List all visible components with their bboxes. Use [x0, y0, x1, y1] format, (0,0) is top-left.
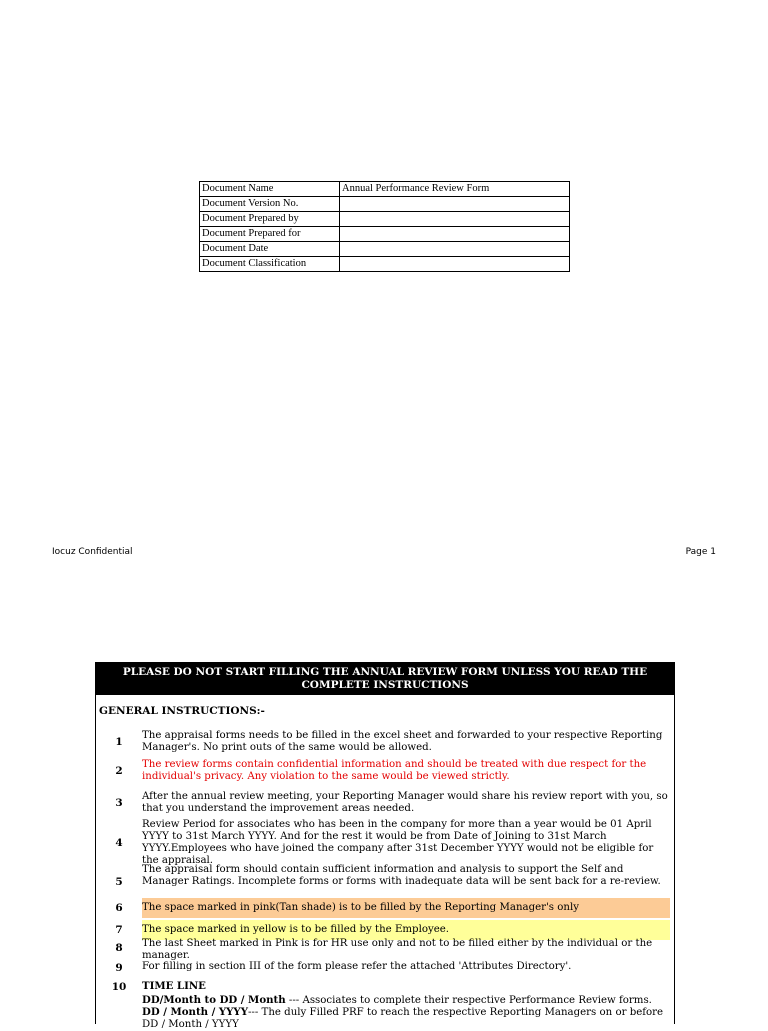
- doc-info-label: Document Name: [200, 182, 340, 197]
- footer-confidential: Iocuz Confidential: [52, 547, 133, 557]
- doc-info-value[interactable]: [340, 197, 570, 212]
- timeline-dates: DD/Month to DD / Month: [142, 994, 286, 1006]
- table-row: [200, 182, 570, 197]
- doc-info-value[interactable]: [340, 212, 570, 227]
- timeline-dates: DD / Month / YYYY: [142, 1006, 248, 1018]
- instruction-text: Review Period for associates who has been in the company for more than a year would be 01 April YYYY to 31st March YYYY. And for the rest it would be from Date of Joining to 31st March YYYY.Employees who have joined the company after 31st December YYYY would not be eligible for the appraisal.: [142, 819, 654, 866]
- doc-info-label: Document Prepared for: [200, 227, 340, 242]
- instruction-text: After the annual review meeting, your Reporting Manager would share his review report with you, so that you understand the improvement areas needed.: [142, 791, 668, 814]
- instruction-text: TIME LINE: [142, 980, 206, 992]
- table-row: [200, 242, 570, 257]
- doc-info-label: Document Version No.: [200, 197, 340, 212]
- instruction-number: 9: [115, 962, 123, 974]
- table-row: [200, 257, 570, 272]
- document-info-table: [199, 181, 570, 272]
- instruction-number: 1: [115, 736, 123, 748]
- instruction-number: 5: [115, 876, 123, 888]
- doc-info-value[interactable]: [340, 257, 570, 272]
- table-row: [200, 227, 570, 242]
- instruction-number: 6: [115, 902, 123, 914]
- instruction-number: 10: [111, 981, 127, 993]
- timeline-description: --- Associates to complete their respective Performance Review forms.: [285, 995, 652, 1006]
- doc-info-label: Document Date: [200, 242, 340, 257]
- table-row: [200, 197, 570, 212]
- doc-info-value[interactable]: [340, 242, 570, 257]
- instruction-text: For filling in section III of the form please refer the attached 'Attributes Directory'.: [142, 961, 572, 972]
- doc-info-label: Document Classification: [200, 257, 340, 272]
- instruction-text: The space marked in pink(Tan shade) is to be filled by the Reporting Manager's only: [142, 898, 670, 918]
- instruction-text: The space marked in yellow is to be filled by the Employee.: [142, 920, 670, 940]
- instruction-number: 8: [115, 942, 123, 954]
- section-title: GENERAL INSTRUCTIONS:-: [99, 705, 265, 717]
- table-row: [200, 212, 570, 227]
- instructions-sheet: [95, 662, 675, 1030]
- instruction-text: The review forms contain confidential information and should be treated with due respect for the individual's privacy. Any violation to the same would be viewed strictly.: [142, 759, 647, 782]
- timeline-text: [142, 1006, 670, 1031]
- timeline-description: --- The duly Filled PRF to reach the respective Reporting Managers on or before DD / Month / YYYY: [142, 1007, 664, 1030]
- instruction-text: The appraisal forms needs to be filled in the excel sheet and forwarded to your respective Reporting Manager's. No print outs of the same would be allowed.: [142, 730, 663, 753]
- doc-info-label: Document Prepared by: [200, 212, 340, 227]
- instruction-text: The last Sheet marked in Pink is for HR use only and not to be filled either by the individual or the manager.: [142, 938, 653, 961]
- instructions-banner: PLEASE DO NOT START FILLING THE ANNUAL REVIEW FORM UNLESS YOU READ THE COMPLETE INSTRUCTIONS: [96, 662, 674, 695]
- instruction-number: 4: [115, 837, 123, 849]
- instruction-text: The appraisal form should contain sufficient information and analysis to support the Self and Manager Ratings. Incomplete forms or forms with inadequate data will be sent back for a re-review.: [142, 864, 661, 887]
- doc-info-value[interactable]: Annual Performance Review Form: [340, 182, 570, 197]
- instruction-number: 2: [115, 765, 123, 777]
- footer-page-number: Page 1: [685, 547, 716, 557]
- instruction-number: 3: [115, 797, 123, 809]
- doc-info-value[interactable]: [340, 227, 570, 242]
- instruction-number: 7: [115, 924, 123, 936]
